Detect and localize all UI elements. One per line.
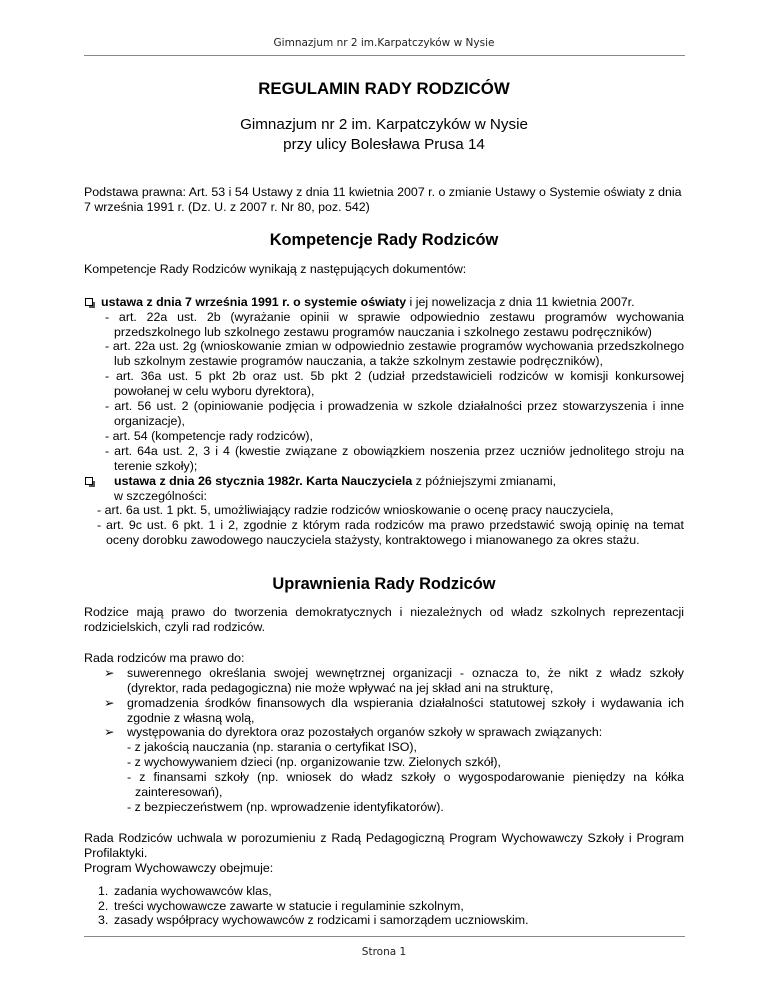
act-1-item [84, 295, 684, 310]
subtitle-line-2: przy ulicy Bolesława Prusa 14 [283, 136, 485, 153]
checkbox-bullet-icon [85, 477, 93, 485]
program-list-item: 3. zasady współpracy wychowawców z rodzicami i samorządem uczniowskim. [98, 913, 529, 928]
article-item: - art. 9c ust. 6 pkt. 1 i 2, zgodnie z którym rada rodziców ma prawo przedstawić swoją opinię na temat oceny dorobku zawodowego nauczyciela stażysty, kontraktowego i mianowanego za okres stażu. [97, 518, 684, 548]
document-title: REGULAMIN RADY RODZICÓW [258, 79, 510, 98]
sub-item: - z finansami szkoły (np. wniosek do władz szkoły o wygospodarowanie pieniędzy na kółka zainteresowań), [127, 770, 684, 800]
sub-item: - z bezpieczeństwem (np. wprowadzenie identyfikatorów). [127, 800, 444, 814]
arrow-bullet-icon: ➢ [104, 725, 115, 740]
act-1-articles [84, 310, 684, 474]
article-item: - art. 64a ust. 2, 3 i 4 (kwestie związane z obowiązkiem noszenia przez uczniów jednolitego stroju na terenie szkoły); [105, 443, 684, 473]
article-item: - art. 36a ust. 5 pkt 2b oraz ust. 5b pkt 2 (udział przedstawicieli rodziców w komisji konkursowej powołanej w celu wyboru dyrektora), [105, 369, 684, 399]
act-2-articles [84, 503, 684, 548]
section-heading-competences: Kompetencje Rady Rodziców [269, 230, 499, 249]
act-2-continuation: w szczególności: [114, 488, 207, 503]
act-1-title: ustawa z dnia 7 września 1991 r. o systemie oświaty [101, 294, 407, 309]
arrow-bullet-icon: ➢ [104, 665, 115, 680]
act-2-item [84, 474, 684, 489]
act-2-title: ustawa z dnia 26 stycznia 1982r. Karta Nauczyciela [114, 473, 413, 488]
rights-list-item: ➢ występowania do dyrektora oraz pozostałych organów szkoły w sprawach związanych: [104, 725, 603, 740]
program-list [84, 884, 684, 929]
page-header: Gimnazjum nr 2 im.Karpatczyków w Nysie [273, 37, 495, 49]
act-2-rest: z późniejszymi zmianami, [412, 473, 557, 488]
rights-list-intro: Rada rodziców ma prawo do: [84, 650, 245, 665]
program-paragraph: Rada Rodziców uchwala w porozumieniu z Radą Pedagogiczną Program Wychowawczy Szkoły i Program Profilaktyki. [84, 830, 684, 860]
article-item: - art. 56 ust. 2 (opiniowanie podjęcia i prowadzenia w szkole działalności przez stowarzyszenia i inne organizacje), [105, 399, 684, 428]
program-includes-label: Program Wychowawczy obejmuje: [84, 860, 274, 875]
article-item: - art. 22a ust. 2b (wyrażanie opinii w sprawie odpowiednio zestawu programów wychowania przedszkolnego lub szkolnego zestawu programów nauczania i szkolnego zestawu podręczników) [105, 309, 684, 339]
program-list-item: 2. treści wychowawcze zawarte w statucie i regulaminie szkolnym, [98, 898, 464, 913]
program-list-item: 1. zadania wychowawców klas, [98, 883, 272, 898]
rights-intro-paragraph: Rodzice mają prawo do tworzenia demokratycznych i niezależnych od władz szkolnych reprezentacji rodzicielskich, czyli rad rodziców. [84, 605, 684, 635]
article-item: - art. 54 (kompetencje rady rodziców), [105, 428, 313, 443]
section-heading-rights: Uprawnienia Rady Rodziców [272, 575, 496, 594]
subtitle-line-1: Gimnazjum nr 2 im. Karpatczyków w Nysie [240, 116, 528, 133]
rights-list [84, 666, 684, 815]
sub-item: - z jakością nauczania (np. starania o certyfikat ISO), [127, 740, 417, 755]
article-item: - art. 22a ust. 2g (wnioskowanie zmian w odpowiednio zestawie programów wychowania przedszkolnego lub szkolnym zestawie programów nauczania, a także szkolnym zestawie podręczników), [105, 339, 684, 369]
legal-basis: Podstawa prawna: Art. 53 i 54 Ustawy z dnia 11 kwietnia 2007 r. o zmianie Ustawy o Systemie oświaty z dnia 7 września 1991 r. (Dz. U. z 2007 r. Nr 80, poz. 542) [84, 185, 682, 214]
document-body [84, 79, 684, 928]
arrow-bullet-icon: ➢ [104, 695, 115, 710]
rights-list-item: ➢ gromadzenia środków finansowych dla wspierania działalności statutowej szkoły i wydawania ich zgodnie z własną wolą, [104, 695, 684, 725]
act-1-rest: i jej nowelizacja z dnia 11 kwietnia 2007r. [406, 294, 635, 309]
page-number: Strona 1 [361, 946, 407, 958]
rights-list-item: ➢ suwerennego określania swojej wewnętrznej organizacji - oznacza to, że nikt z władz szkoły (dyrektor, rada pedagogiczna) nie może wpływać na jej skład ani na strukturę, [104, 665, 684, 695]
article-item: - art. 6a ust. 1 pkt. 5, umożliwiający radzie rodziców wnioskowanie o ocenę pracy nauczyciela, [97, 503, 614, 518]
competences-intro: Kompetencje Rady Rodziców wynikają z następujących dokumentów: [84, 261, 467, 276]
header-divider [84, 55, 685, 56]
checkbox-bullet-icon [85, 298, 93, 306]
sub-item: - z wychowywaniem dzieci (np. organizowanie tzw. Zielonych szkół), [127, 755, 501, 770]
footer-divider [84, 936, 685, 937]
